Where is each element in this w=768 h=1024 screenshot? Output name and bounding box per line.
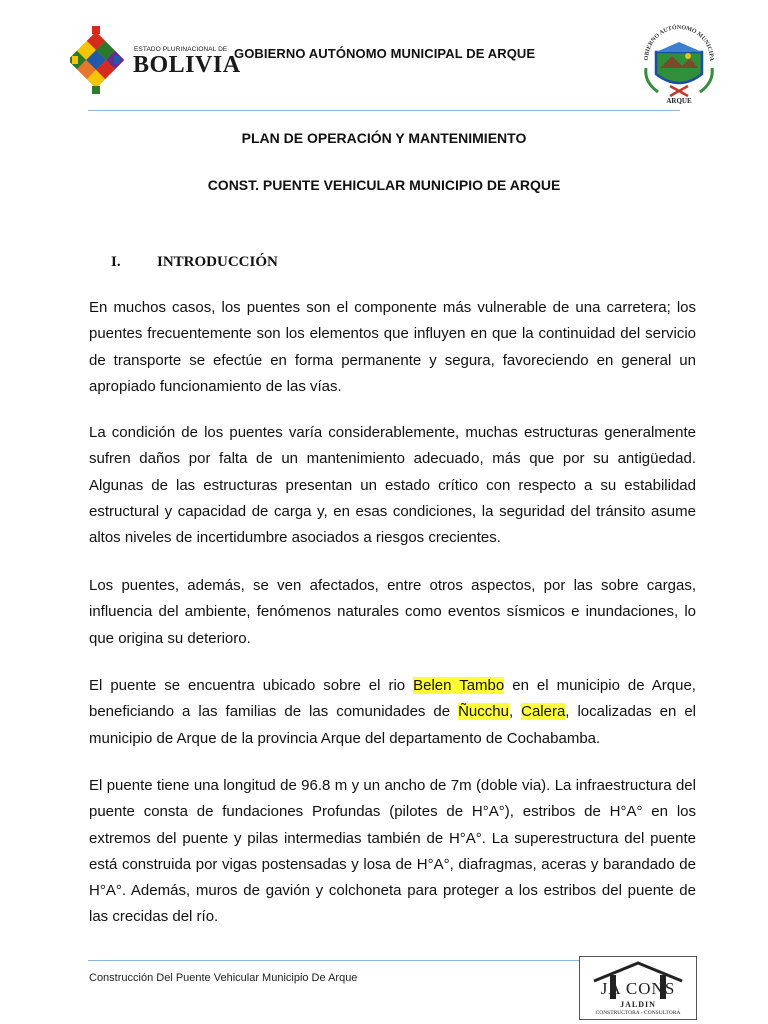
ring-text: OBIERNO AUTÓNOMO MUNICIPA xyxy=(643,24,715,62)
section-number: I. xyxy=(111,254,121,270)
jaldin-logo xyxy=(579,956,697,1020)
paragraph-1: En muchos casos, los puentes son el componente más vulnerable de una carretera; los puentes frecuentemente son los elementos que influyen en que la continuidad del servicio de transporte se efectúe en forma permanente y segura, favoreciendo en general un apropiado funcionamiento de las vías. xyxy=(89,299,696,395)
bolivia-logo xyxy=(70,24,241,96)
highlight-community-1: Ñucchu xyxy=(458,703,509,721)
document-subtitle: CONST. PUENTE VEHICULAR MUNICIPIO DE ARQUE xyxy=(207,177,561,193)
paragraph-3: Los puentes, además, se ven afectados, entre otros aspectos, por las sobre cargas, influencia del ambiente, fenómenos naturales como eventos sísmicos e inundaciones, lo que origina su deterioro. xyxy=(89,577,696,647)
jaldin-tagline: CONSTRUCTORA - CONSULTORA xyxy=(595,1010,681,1016)
paragraph-4-text-3: , localizadas en el municipio de Arque de la provincia Arque del departamento de Cochabamba. xyxy=(89,703,696,747)
footer-divider xyxy=(88,960,580,961)
jaldin-brand: JA CONS xyxy=(600,979,676,998)
paragraph-5: El puente tiene una longitud de 96.8 m y un ancho de 7m (doble via). La infraestructura del puente consta de fundaciones Profundas (pilotes de H°A°), estribos de H°A° en los extremos del puente y pilas intermedias también de H°A°. La superestructura del puente está construida por vigas postensadas y losa de H°A°, diafragmas, aceras y barandado de H°A°. Además, muros de gavión y colchoneta para proteger a los estribos del puente de las crecidas del río. xyxy=(89,777,696,926)
paragraph-4-separator: , xyxy=(508,703,522,721)
section-heading xyxy=(111,254,278,271)
document-title: PLAN DE OPERACIÓN Y MANTENIMIENTO xyxy=(241,130,527,146)
arque-municipal-logo xyxy=(638,12,720,108)
highlight-river: Belen Tambo xyxy=(413,677,505,694)
section-title: INTRODUCCIÓN xyxy=(157,254,278,270)
paragraph-4-text-2: en el municipio de Arque, beneficiando a las familias de las comunidades de xyxy=(89,677,696,721)
header-title: GOBIERNO AUTÓNOMO MUNICIPAL DE ARQUE xyxy=(234,46,536,61)
header-divider xyxy=(88,110,680,111)
municipal-shield-icon xyxy=(638,12,720,108)
paragraph-4 xyxy=(89,673,696,752)
paragraph-4-text-1: El puente se encuentra ubicado sobre el rio xyxy=(89,677,414,694)
bolivia-logo-wordmark: BOLIVIA xyxy=(133,52,241,78)
jaldin-name: JALDIN xyxy=(620,1000,656,1009)
paragraph-2: La condición de los puentes varía considerablemente, muchas estructuras generalmente sufren daños por falta de un mantenimiento adecuado, más que por su antigüedad. Algunas de las estructuras presentan un estado crítico con respecto a su estabilidad estructural y capacidad de carga y, en esas condiciones, la seguridad del tránsito asume altos niveles de incertidumbre asociados a riesgos crecientes. xyxy=(89,424,696,547)
municipal-logo-label: ARQUE xyxy=(666,97,692,105)
footer-text: Construcción Del Puente Vehicular Municipio De Arque xyxy=(89,972,358,984)
highlight-community-2: Calera xyxy=(521,703,566,721)
bolivia-logo-subtitle: ESTADO PLURINACIONAL DE xyxy=(134,46,228,53)
